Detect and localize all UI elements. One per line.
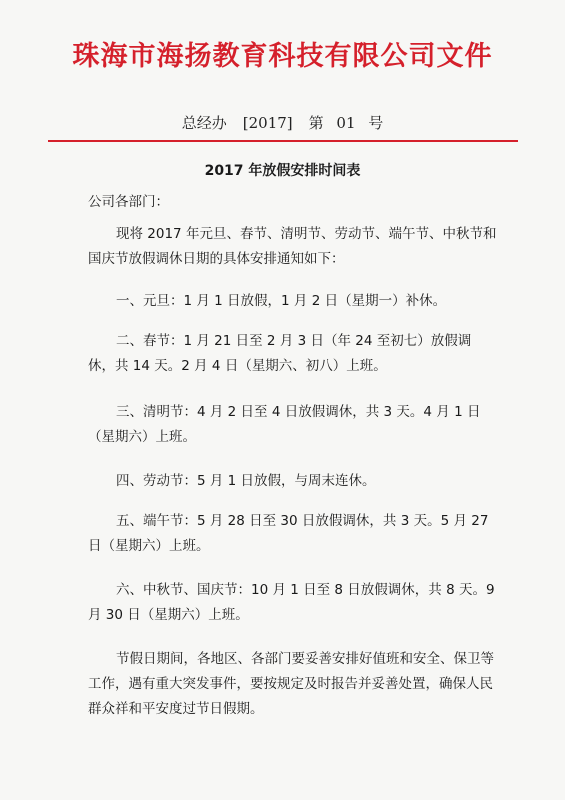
paragraph-labor-day: 四、劳动节：5 月 1 日放假，与周末连休。 (116, 473, 376, 489)
paragraph-dragon-boat: 五、端午节：5 月 28 日至 30 日放假调休，共 3 天。5 月 27 日（星期六）上班。 (88, 513, 489, 554)
header-divider (48, 140, 518, 142)
paragraph-qingming: 三、清明节：4 月 2 日至 4 日放假调休，共 3 天。4 月 1 日（星期六）上班。 (88, 404, 481, 445)
doc-number-prefix: 总经办 (181, 114, 227, 132)
paragraph-mid-autumn-national-day: 六、中秋节、国庆节：10 月 1 日至 8 日放假调休，共 8 天。9 月 30 日（星期六）上班。 (88, 582, 495, 623)
paragraph-new-year: 一、元旦：1 月 1 日放假，1 月 2 日（星期一）补休。 (116, 293, 447, 309)
doc-number-year: [2017] (242, 114, 293, 132)
paragraph-intro: 现将 2017 年元旦、春节、清明节、劳动节、端午节、中秋节和国庆节放假调休日期的具体安排通知如下： (88, 226, 497, 267)
paragraph-spring-festival: 二、春节：1 月 21 日至 2 月 3 日（年 24 至初七）放假调休，共 14 天。2 月 4 日（星期六、初八）上班。 (88, 333, 472, 374)
paragraph-closing: 节假日期间，各地区、各部门要妥善安排好值班和安全、保卫等工作，遇有重大突发事件，要按规定及时报告并妥善处置，确保人民群众祥和平安度过节日假期。 (88, 651, 494, 717)
doc-number-serial: 第 01 号 (308, 114, 384, 132)
document-subject: 2017 年放假安排时间表 (204, 163, 361, 179)
document-number (0, 112, 565, 133)
salutation: 公司各部门： (88, 194, 169, 210)
organization-title: 珠海市海扬教育科技有限公司文件 (72, 41, 493, 72)
